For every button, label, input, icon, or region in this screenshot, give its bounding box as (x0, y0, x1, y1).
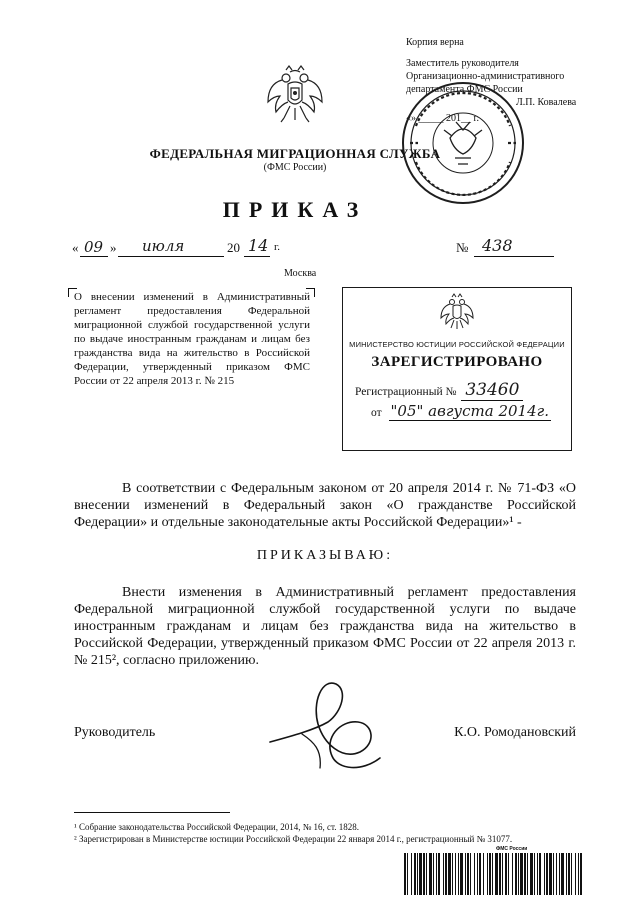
agency-name: ФЕДЕРАЛЬНАЯ МИГРАЦИОННАЯ СЛУЖБА (149, 146, 441, 161)
double-headed-eagle-emblem-icon (262, 62, 328, 128)
certification-line: Организационно-административного (406, 71, 565, 82)
operative-paragraph: Внести изменения в Административный регламент предоставления Федеральной миграционной службой государственной услуги по выдаче иностранным гражданам и лицам без гражданства вида на жительство в Российской Федерации, утвержденный приказом ФМС России от 22 апреля 2013 г. № 215², согласно приложению. (74, 585, 576, 668)
stamp-registration-number (355, 380, 523, 400)
footnote-1: ¹ Собрание законодательства Российской Федерации, 2014, № 16, ст. 1828. (74, 822, 360, 832)
certification-date-suffix: » _____ 201__ г. (411, 113, 479, 124)
order-date (72, 236, 292, 260)
preamble-paragraph: В соответствии с Федеральным законом от 20 апреля 2014 г. № 71-ФЗ «О внесении изменений в Федеральный закон «О гражданстве Российской Федерации» и отдельные законодательные акты Российской Федерации»¹ - (74, 481, 576, 530)
stamp-registration-date (371, 402, 551, 420)
order-subject: О внесении изменений в Административный регламент предоставления Федеральной миграционной службой государственной услуги по выдаче иностранным гражданам и лицам без гражданства вида на жительство в Российской Федерации, утвержденный приказом ФМС России от 22 апреля 2013 г. № 215 (74, 291, 310, 387)
date-close-quote: » (110, 240, 117, 255)
year-prefix: 20 (227, 240, 240, 255)
stamp-date-value: "05" августа 2014г. (390, 402, 549, 420)
certification-line: департамента ФМС России (406, 84, 523, 95)
order-number (456, 236, 556, 260)
signer-role: Руководитель (74, 725, 156, 740)
order-number-value: 438 (482, 236, 513, 255)
signer-name: К.О. Ромодановский (454, 725, 576, 740)
order-month: июля (142, 237, 185, 255)
order-year: 14 (248, 236, 269, 255)
certification-line: Корпия верна (406, 37, 464, 48)
stamp-ministry-name: МИНИСТЕРСТВО ЮСТИЦИИ РОССИЙСКОЙ ФЕДЕРАЦИИ (349, 340, 565, 349)
stamp-status: ЗАРЕГИСТРИРОВАНО (371, 354, 543, 370)
stamp-emblem-icon (439, 292, 475, 332)
certification-date-prefix: « (406, 113, 411, 124)
footnote-divider (74, 812, 230, 813)
stamp-regnum-label: Регистрационный № (355, 386, 457, 398)
registration-stamp (342, 287, 572, 451)
stamp-date-label: от (371, 407, 382, 419)
stamp-regnum-value: 33460 (461, 380, 523, 401)
city: Москва (284, 268, 317, 279)
footnote-2: ² Зарегистрирован в Министерстве юстиции Российской Федерации 22 января 2014 г., регистрационный № 31077. (74, 834, 513, 844)
year-suffix-label: г. (274, 241, 281, 253)
order-day: 09 (84, 238, 104, 256)
barcode-label: ФМС России (496, 846, 528, 852)
barcode-icon (404, 853, 582, 895)
certification-name: Л.П. Ковалева (516, 97, 577, 108)
command-word: ПРИКАЗЫВАЮ: (256, 548, 394, 563)
document-title: ПРИКАЗ (222, 197, 368, 222)
agency-abbreviation: (ФМС России) (263, 162, 327, 173)
official-round-stamp-icon (398, 78, 528, 208)
date-open-quote: « (72, 240, 79, 255)
number-sign: № (456, 240, 469, 255)
handwritten-signature-icon (262, 672, 392, 778)
certification-line: Заместитель руководителя (406, 58, 519, 69)
